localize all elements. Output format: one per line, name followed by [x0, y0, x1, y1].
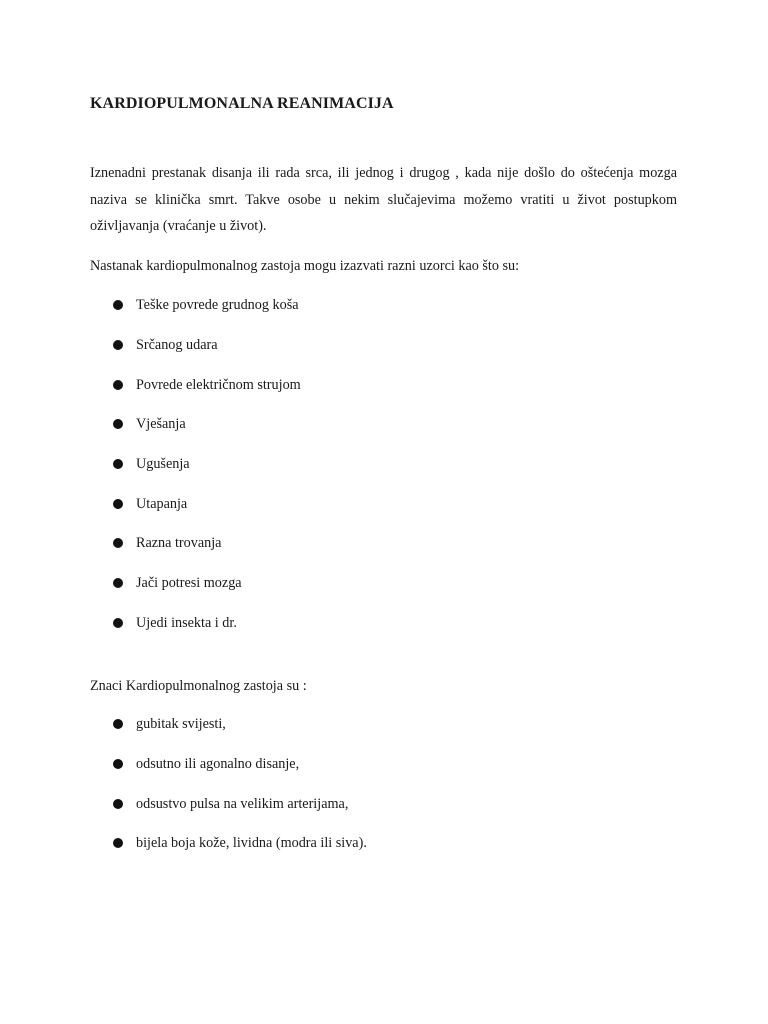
- list-item-text: gubitak svijesti,: [136, 716, 226, 732]
- bullet-icon: [113, 538, 123, 548]
- list-item-text: odsustvo pulsa na velikim arterijama,: [136, 796, 349, 812]
- bullet-icon: [113, 719, 123, 729]
- bullet-icon: [113, 799, 123, 809]
- signs-intro-paragraph: Znaci Kardiopulmonalnog zastoja su :: [90, 678, 307, 694]
- causes-intro-paragraph: Nastanak kardiopulmonalnog zastoja mogu izazvati razni uzorci kao što su:: [90, 258, 520, 274]
- list-item-text: Ugušenja: [136, 456, 190, 472]
- bullet-icon: [113, 838, 123, 848]
- list-item-text: Jači potresi mozga: [136, 575, 242, 591]
- bullet-icon: [113, 759, 123, 769]
- list-item-text: odsutno ili agonalno disanje,: [136, 756, 300, 772]
- bullet-icon: [113, 419, 123, 429]
- document-title: KARDIOPULMONALNA REANIMACIJA: [90, 95, 394, 112]
- intro-paragraph: Iznenadni prestanak disanja ili rada srca, ili jednog i drugog , kada nije došlo do oštećenja mozga naziva se klinička smrt. Takve osobe u nekim slučajevima možemo vratiti u život postupkom oživljavanja (vraćanje u život).: [90, 165, 677, 234]
- bullet-icon: [113, 578, 123, 588]
- bullet-icon: [113, 300, 123, 310]
- list-item-text: Ujedi insekta i dr.: [136, 615, 237, 631]
- list-item-text: Vješanja: [136, 416, 186, 432]
- bullet-icon: [113, 340, 123, 350]
- list-item-text: Povrede električnom strujom: [136, 377, 301, 393]
- bullet-icon: [113, 499, 123, 509]
- list-item-text: Utapanja: [136, 496, 188, 512]
- bullet-icon: [113, 618, 123, 628]
- bullet-icon: [113, 380, 123, 390]
- list-item-text: Razna trovanja: [136, 535, 222, 551]
- list-item-text: Srčanog udara: [136, 337, 218, 353]
- list-item-text: bijela boja kože, lividna (modra ili siva).: [136, 835, 367, 851]
- list-item-text: Teške povrede grudnog koša: [136, 297, 299, 313]
- bullet-icon: [113, 459, 123, 469]
